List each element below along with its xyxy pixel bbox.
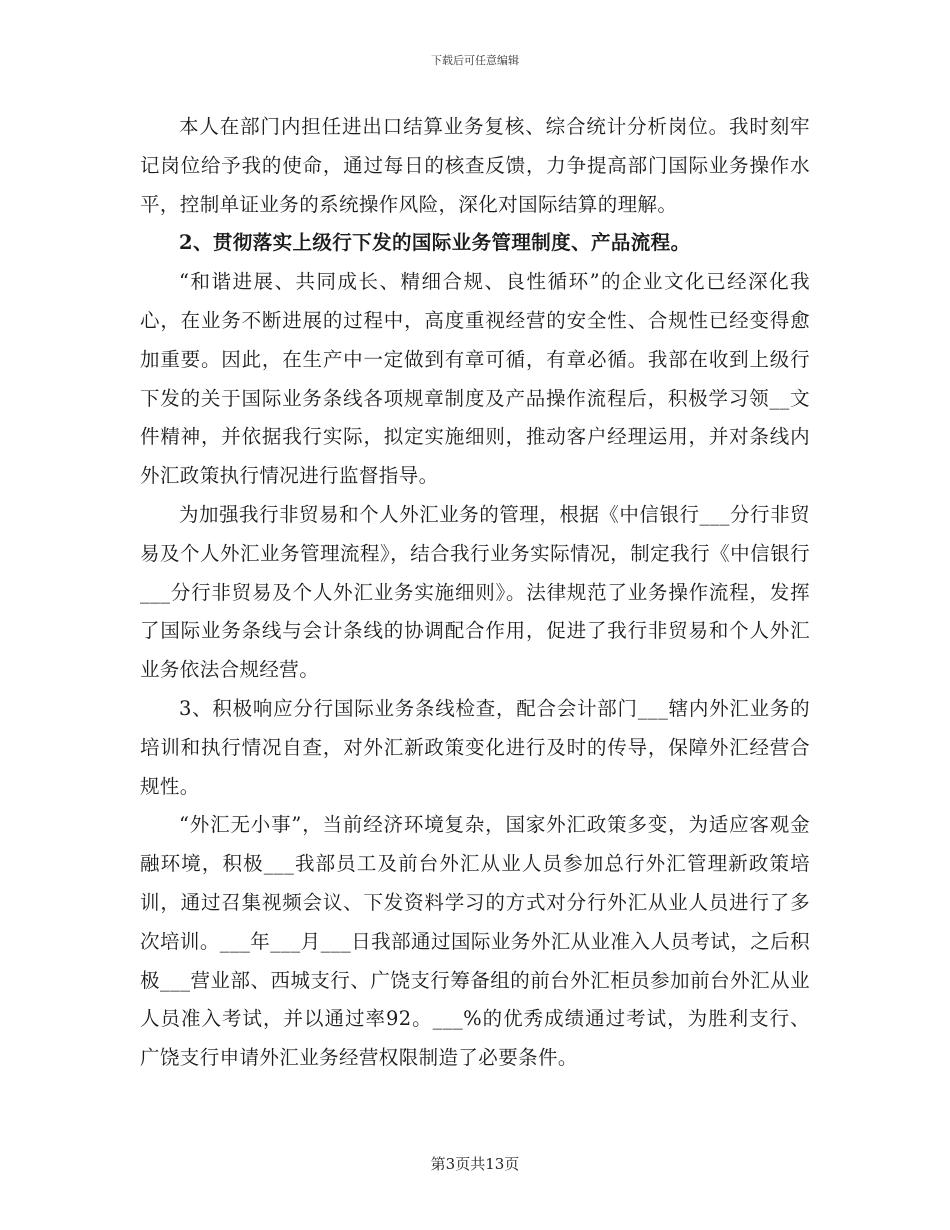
paragraph-section-3: 3、积极响应分行国际业务条线检查，配合会计部门___辖内外汇业务的培训和执行情况自查，对外汇新政策变化进行及时的传导，保障外汇经营合规性。 [140, 696, 810, 798]
document-body [140, 108, 810, 1078]
paragraph-role-description: 本人在部门内担任进出口结算业务复核、综合统计分析岗位。我时刻牢记岗位给予我的使命，通过每日的核查反馈，力争提高部门国际业务操作水平，控制单证业务的系统操作风险，深化对国际结算的理解。 [140, 115, 810, 216]
section-heading-2: 2、贯彻落实上级行下发的国际业务管理制度、产品流程。 [179, 231, 691, 255]
paragraph-corporate-culture: “和谐进展、共同成长、精细合规、良性循环”的企业文化已经深化我心，在业务不断进展的过程中，高度重视经营的安全性、合规性已经变得愈加重要。因此，在生产中一定做到有章可循，有章必循。我部在收到上级行下发的关于国际业务条线各项规章制度及产品操作流程后，积极学习领__文件精神，并依据我行实际，拟定实施细则，推动客户经理运用，并对条线内外汇政策执行情况进行监督指导。 [140, 270, 810, 488]
paragraph-non-trade-forex: 为加强我行非贸易和个人外汇业务的管理，根据《中信银行___分行非贸易及个人外汇业务管理流程》，结合我行业务实际情况，制定我行《中信银行___分行非贸易及个人外汇业务实施细则》。法律规范了业务操作流程，发挥了国际业务条线与会计条线的协调配合作用，促进了我行非贸易和个人外汇业务依法合规经营。 [140, 502, 810, 682]
page-footer: 第3页共13页 [430, 1155, 520, 1173]
paragraph-forex-training: “外汇无小事”，当前经济环境复杂，国家外汇政策多变，为适应客观金融环境，积极___我部员工及前台外汇从业人员参加总行外汇管理新政策培训，通过召集视频会议、下发资料学习的方式对分行外汇从业人员进行了多次培训。___年___月___日我部通过国际业务外汇从业准入人员考试，之后积极___营业部、西城支行、广饶支行筹备组的前台外汇柜员参加前台外汇从业人员准入考试，并以通过率92。___%的优秀成绩通过考试，为胜利支行、广饶支行申请外汇业务经营权限制造了必要条件。 [140, 813, 810, 1070]
page-header: 下载后可任意编辑 [431, 54, 519, 67]
